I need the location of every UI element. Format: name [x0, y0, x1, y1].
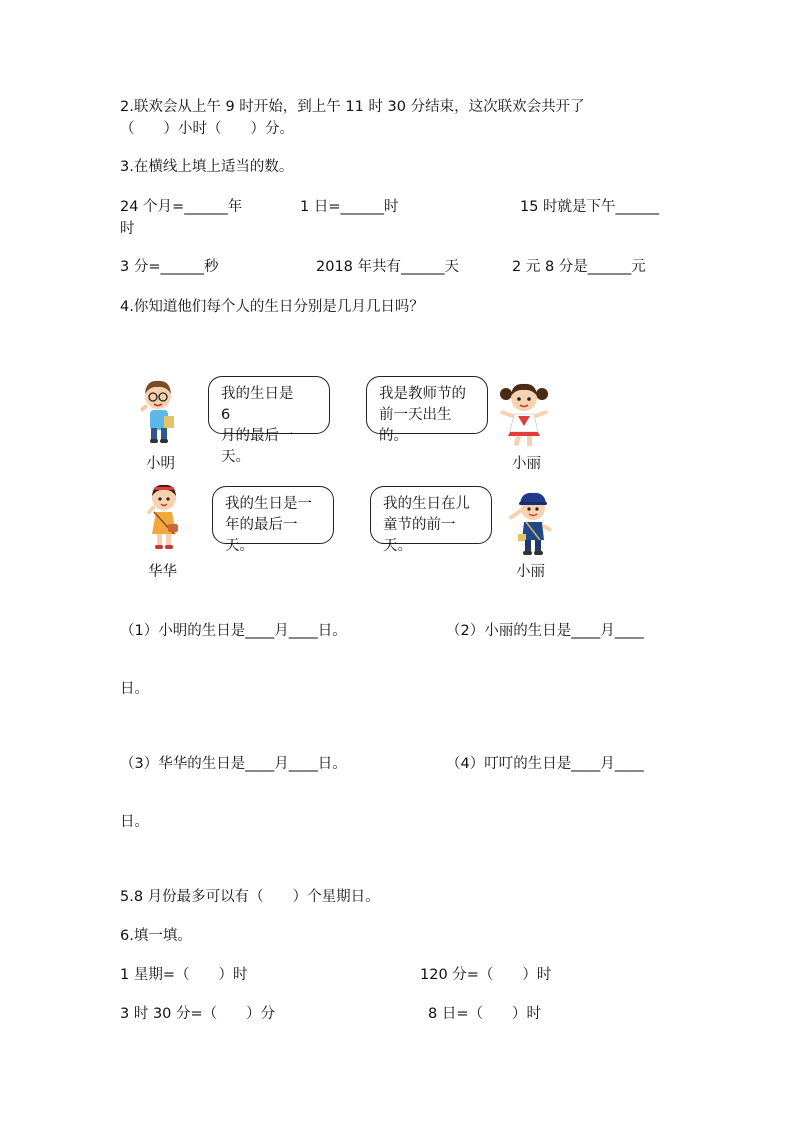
q2-line2: （ ）小时（ ）分。 — [120, 121, 294, 137]
q6-item-3h30: 3 时 30 分=（ ）分 — [120, 1006, 276, 1022]
q4-sub4: （4）叮叮的生日是____月____ — [446, 756, 644, 772]
q6-item-120min: 120 分=（ ）时 — [420, 967, 552, 983]
q3-item-yuan: 2 元 8 分是______元 — [512, 259, 646, 275]
q4-sub2-wrap: 日。 — [120, 681, 149, 697]
q3-item-2018: 2018 年共有______天 — [316, 259, 460, 275]
name-huahua: 华华 — [148, 564, 177, 580]
q4-sub2: （2）小丽的生日是____月____ — [446, 623, 644, 639]
name-xiaoming: 小明 — [146, 456, 175, 472]
q4-sub1: （1）小明的生日是____月____日。 — [120, 623, 347, 639]
bubble3-line2: 年的最后一天。 — [225, 517, 298, 554]
q5-text: 5.8 月份最多可以有（ ）个星期日。 — [120, 889, 380, 905]
speech-bubble-dingding — [370, 486, 492, 554]
bubble1-line1: 我的生日是 6 — [221, 386, 308, 423]
bubble2-line1: 我是教师节的 — [379, 386, 466, 402]
q3-item-day: 1 日=______时 — [300, 199, 399, 215]
bubble4-line2: 童节的前一天。 — [383, 517, 456, 554]
q3-item-15h: 15 时就是下午______ — [520, 199, 660, 215]
q3-item-minutes: 3 分=______秒 — [120, 259, 219, 275]
boy-cap-figure — [506, 490, 560, 558]
q6-item-8days: 8 日=（ ）时 — [428, 1006, 541, 1022]
bubble4-line1: 我的生日在儿 — [383, 496, 470, 512]
name-xiaoli-2: 小丽 — [516, 564, 545, 580]
bubble1-line2: 月的最后一天。 — [221, 428, 294, 465]
q3-item-months: 24 个月=______年 — [120, 199, 243, 215]
q4-sub3: （3）华华的生日是____月____日。 — [120, 756, 347, 772]
speech-bubble-xiaoming — [208, 376, 330, 465]
q4-title: 4.你知道他们每个人的生日分别是几月几日吗？ — [120, 299, 424, 315]
bubble2-line2: 前一天出生的。 — [379, 407, 452, 444]
speech-bubble-huahua — [212, 486, 334, 554]
q3-title: 3.在横线上填上适当的数。 — [120, 159, 294, 175]
speech-bubble-xiaoli — [366, 376, 488, 444]
q2-line1: 2.联欢会从上午 9 时开始，到上午 11 时 30 分结束，这次联欢会共开了 — [120, 99, 585, 115]
q6-title: 6.填一填。 — [120, 928, 192, 944]
name-xiaoli-1: 小丽 — [512, 456, 541, 472]
q6-item-week: 1 星期=（ ）时 — [120, 967, 248, 983]
bubble3-line1: 我的生日是一 — [225, 496, 312, 512]
q3-item-15h-wrap: 时 — [120, 221, 135, 237]
girl-pigtails-figure — [496, 380, 552, 450]
boy-glasses-figure — [136, 378, 180, 446]
q4-sub4-wrap: 日。 — [120, 814, 149, 830]
girl-bag-figure — [144, 482, 184, 552]
